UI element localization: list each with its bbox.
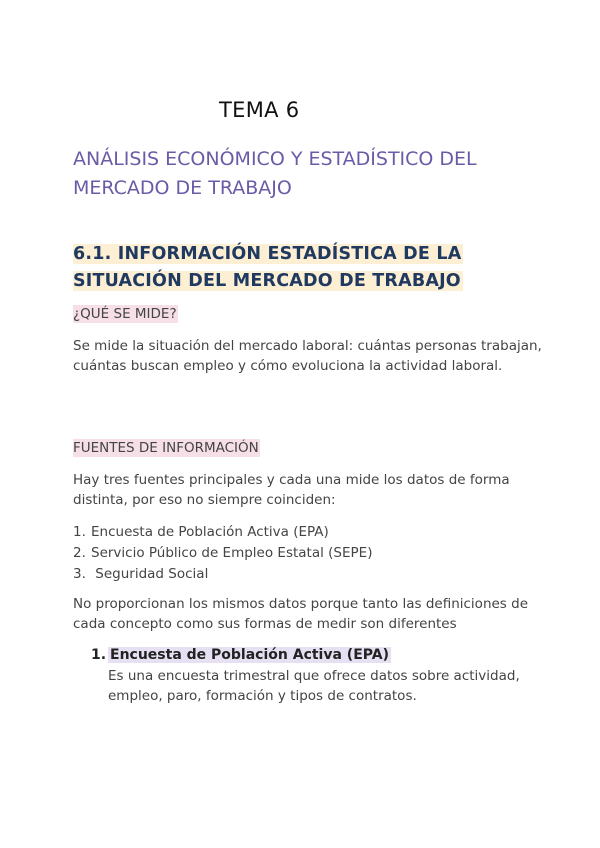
sources-label xyxy=(73,440,260,456)
sources-label-text: FUENTES DE INFORMACIÓN xyxy=(73,440,259,456)
section-heading-line-2: SITUACIÓN DEL MERCADO DE TRABAJO xyxy=(73,271,461,291)
sources-note: No proporcionan los mismos datos porque tanto las definiciones de cada concepto como sus formas de medir son diferentes xyxy=(73,596,529,632)
list-item-text: Servicio Público de Empleo Estatal (SEPE) xyxy=(91,545,373,561)
list-item xyxy=(73,543,372,564)
what-label xyxy=(73,306,178,322)
sources-list xyxy=(73,522,372,585)
section-heading-line-1: 6.1. INFORMACIÓN ESTADÍSTICA DE LA xyxy=(73,244,462,264)
list-item xyxy=(73,564,372,585)
epa-number: 1. xyxy=(91,647,107,663)
epa-heading xyxy=(91,645,551,666)
list-item-number: 2. xyxy=(73,545,86,561)
epa-section xyxy=(91,645,551,706)
what-paragraph: Se mide la situación del mercado laboral: cuántas personas trabajan, cuántas buscan empleo y cómo evoluciona la actividad laboral. xyxy=(73,338,542,374)
list-item-text: Encuesta de Población Activa (EPA) xyxy=(91,524,329,540)
what-label-text: ¿QUÉ SE MIDE? xyxy=(73,306,177,322)
sources-intro: Hay tres fuentes principales y cada una mide los datos de forma distinta, por eso no siempre coinciden: xyxy=(73,472,510,508)
list-item-text: Seguridad Social xyxy=(91,566,209,582)
list-item-number: 3. xyxy=(73,566,86,582)
epa-title: Encuesta de Población Activa (EPA) xyxy=(110,647,389,663)
section-heading xyxy=(73,241,463,295)
list-item xyxy=(73,522,372,543)
epa-description: Es una encuesta trimestral que ofrece datos sobre actividad, empleo, paro, formación y tipos de contratos. xyxy=(108,668,520,704)
main-title: ANÁLISIS ECONÓMICO Y ESTADÍSTICO DEL MERCADO DE TRABAJO xyxy=(73,148,477,199)
list-item-number: 1. xyxy=(73,524,86,540)
tema-number: TEMA 6 xyxy=(219,98,300,122)
